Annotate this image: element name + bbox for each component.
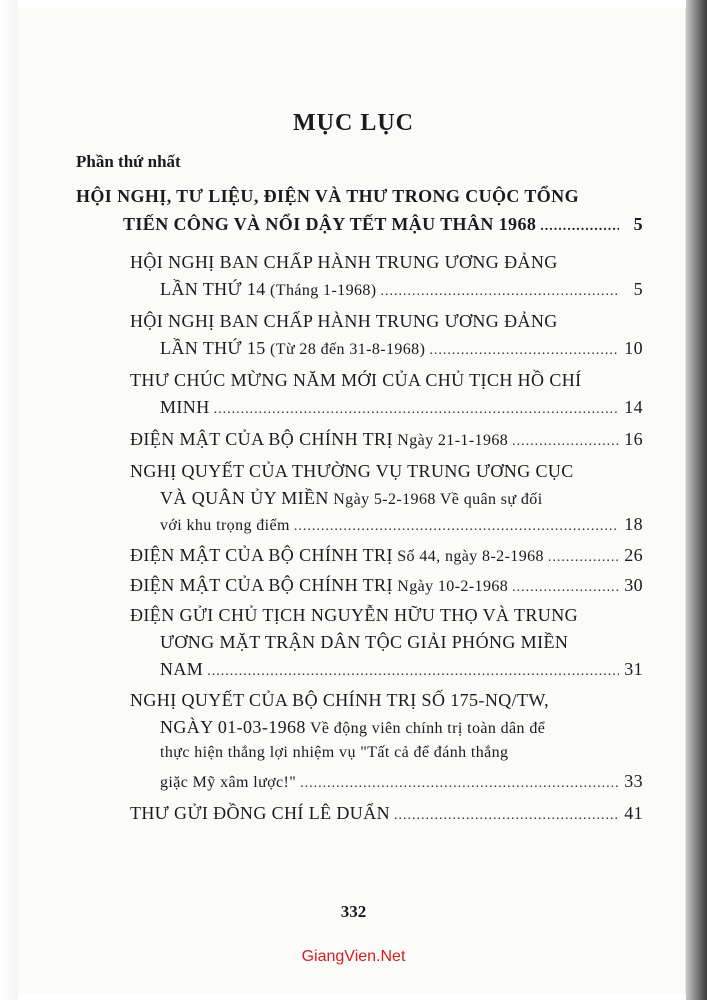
toc-entry[interactable] [160,397,643,418]
toc-entry-title-caps: LẦN THỨ 15 [160,338,266,358]
toc-entry[interactable] [130,545,643,566]
toc-entry-title-caps: ĐIỆN MẬT CỦA BỘ CHÍNH TRỊ [130,429,393,449]
watermark: GiangVien.Net [301,948,406,965]
page-title: MỤC LỤC [293,110,414,136]
part-label: Phần thứ nhất [76,152,181,171]
toc-entry-title: MINH [160,397,210,417]
toc-page-number: 33 [624,771,643,791]
toc-leader-dots [429,343,619,359]
toc-entry[interactable] [160,771,643,792]
toc-entry-title [130,575,508,596]
toc-leader-dots [512,434,619,450]
toc-entry[interactable] [160,514,643,535]
toc-entry-title-rest: (Tháng 1-1968) [265,282,377,299]
toc-page-number: 31 [624,659,643,679]
toc-entry-title: NAM [160,659,204,679]
toc-entry-title-caps: ĐIỆN MẬT CỦA BỘ CHÍNH TRỊ [130,545,393,565]
book-spine-shadow [686,0,707,1000]
toc-entry-line-rest: Ngày 5-2-1968 Về quân sự đối [328,491,543,508]
toc-leader-dots [207,664,619,680]
toc-entry[interactable] [160,659,643,680]
toc-page-number: 5 [633,214,643,234]
toc-entry-line: NGHỊ QUYẾT CỦA THƯỜNG VỤ TRUNG ƯƠNG CỤC [130,461,574,481]
toc-entry-title-caps: ĐIỆN MẬT CỦA BỘ CHÍNH TRỊ [130,575,393,595]
toc-entry-line: ƯƠNG MẶT TRẬN DÂN TỘC GIẢI PHÓNG MIỀN [160,632,569,652]
toc-entry-line [160,488,543,509]
toc-page-number: 26 [624,545,643,565]
toc-entry-line-caps: NGÀY 01-03-1968 [160,717,306,737]
toc-entry-line: HỘI NGHỊ, TƯ LIỆU, ĐIỆN VÀ THƯ TRONG CUỘC TỔNG [76,186,579,206]
toc-page-number: 5 [633,279,643,299]
toc-entry-line [160,717,545,738]
toc-leader-dots [540,219,619,235]
toc-entry-line: HỘI NGHỊ BAN CHẤP HÀNH TRUNG ƯƠNG ĐẢNG [130,311,558,331]
toc-page-number: 16 [624,429,643,449]
toc-page-number: 41 [624,803,643,823]
toc-entry-line: ĐIỆN GỬI CHỦ TỊCH NGUYỄN HỮU THỌ VÀ TRUNG [130,605,578,625]
toc-leader-dots [548,550,619,566]
toc-entry-title-rest: (Từ 28 đến 31-8-1968) [265,341,426,358]
toc-leader-dots [214,402,619,418]
toc-leader-dots [294,519,619,535]
toc-page-number: 10 [624,338,643,358]
toc-entry-line: HỘI NGHỊ BAN CHẤP HÀNH TRUNG ƯƠNG ĐẢNG [130,252,558,272]
toc-entry-line: NGHỊ QUYẾT CỦA BỘ CHÍNH TRỊ SỐ 175-NQ/TW, [130,690,550,710]
toc-entry-line: thực hiện thắng lợi nhiệm vụ "Tất cả để đánh thắng [160,744,509,761]
toc-page-number: 14 [624,397,643,417]
toc-entry-title [130,429,508,450]
toc-entry[interactable] [160,279,643,300]
page-left-margin [0,0,18,1000]
toc-leader-dots [512,580,619,596]
toc-entry-title [160,279,377,300]
toc-entry-title: THƯ GỬI ĐỒNG CHÍ LÊ DUẨN [130,803,391,823]
page-number: 332 [340,902,367,921]
toc-page-number: 18 [624,514,643,534]
toc-entry-line-caps: VÀ QUÂN ỦY MIỀN [160,488,329,508]
toc-entry[interactable] [130,575,643,596]
toc-entry-line-rest: Về động viên chính trị toàn dân để [305,720,546,737]
toc-entry-title-rest: Ngày 21-1-1968 [392,432,509,449]
toc-entry-title: giặc Mỹ xâm lược!" [160,774,297,791]
toc-entry-title-caps: LẦN THỨ 14 [160,279,266,299]
toc-entry[interactable] [123,214,643,235]
toc-leader-dots [381,284,620,300]
toc-entry-title [130,545,544,566]
toc-leader-dots [394,808,619,824]
toc-leader-dots [300,776,619,792]
toc-entry-title-rest: Ngày 10-2-1968 [392,578,509,595]
toc-entry[interactable] [160,338,643,359]
toc-entry-title: TIẾN CÔNG VÀ NỔI DẬY TẾT MẬU THÂN 1968 [123,214,537,234]
toc-page-number: 30 [624,575,643,595]
toc-entry[interactable] [130,429,643,450]
toc-entry-title: với khu trọng điểm [160,517,290,534]
toc-entry-line: THƯ CHÚC MỪNG NĂM MỚI CỦA CHỦ TỊCH HỒ CHÍ [130,370,582,390]
toc-entry-title [160,338,425,359]
toc-entry[interactable] [130,803,643,824]
toc-entry-title-rest: Số 44, ngày 8-2-1968 [392,548,544,565]
